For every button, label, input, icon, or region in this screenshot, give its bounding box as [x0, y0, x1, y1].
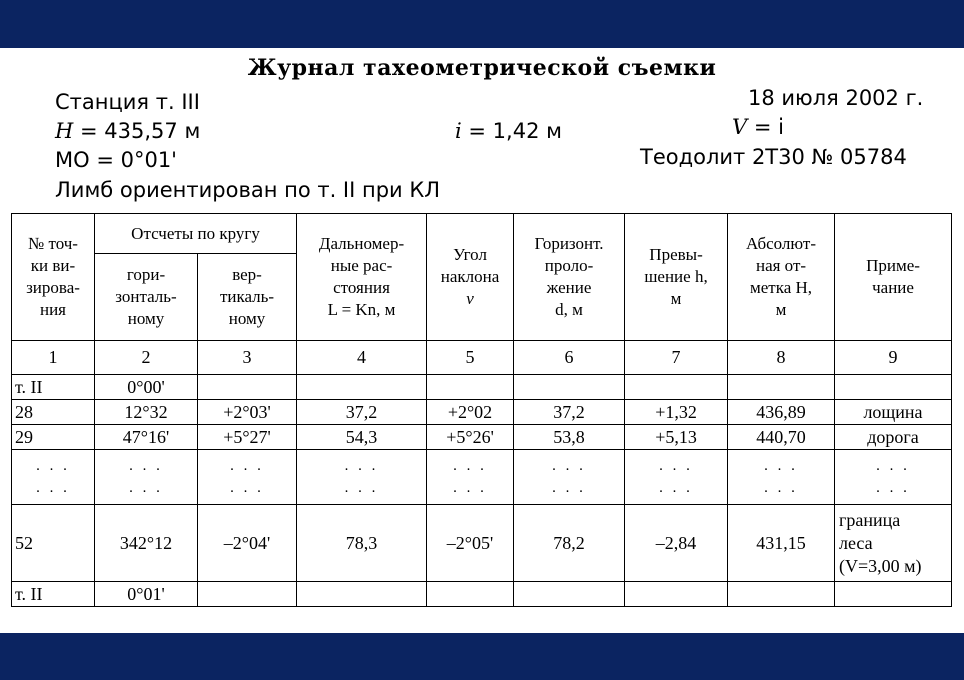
ellipsis-row: . . . . . . . . . . . . . . . . . . . . . . . . . . . . . . . . . . . . . . . . . . . . . . . . . . . . . . — [12, 450, 952, 505]
limb-orientation: Лимб ориентирован по т. II при КЛ — [55, 178, 441, 202]
table-row: т. II 0°01' — [12, 582, 952, 607]
col-header-readings: Отсчеты по кругу — [95, 214, 297, 254]
station-label: Станция т. III — [55, 90, 200, 114]
v-symbol: V — [732, 115, 748, 139]
table-row: 28 12°32 +2°03' 37,2 +2°02 37,2 +1,32 436,89 лощина — [12, 400, 952, 425]
col-header-point: № точ- ки ви- зирова- ния — [12, 214, 95, 341]
mo-value: МО = 0°01' — [55, 148, 177, 172]
station-height — [55, 121, 200, 142]
v-value: = i — [753, 115, 784, 139]
survey-date: 18 июля 2002 г. — [748, 86, 924, 110]
top-banner — [0, 0, 964, 48]
theodolite-label: Теодолит 2Т30 № 05784 — [640, 145, 907, 169]
h-value: = 435,57 м — [80, 119, 201, 143]
col-header-horizontal-distance: Горизонт. проло- жение d, м — [514, 214, 625, 341]
column-number-row: 1 2 3 4 5 6 7 8 9 — [12, 341, 952, 375]
bottom-banner — [0, 633, 964, 680]
i-value: = 1,42 м — [468, 119, 562, 143]
instrument-height — [455, 121, 562, 142]
col-header-rangefinder: Дальномер- ные рас- стояния L = Kn, м — [297, 214, 427, 341]
table-row: 29 47°16' +5°27' 54,3 +5°26' 53,8 +5,13 440,70 дорога — [12, 425, 952, 450]
table-row: т. II 0°00' — [12, 375, 952, 400]
col-header-angle: Угол наклона ν — [427, 214, 514, 341]
table-row: 52 342°12 –2°04' 78,3 –2°05' 78,2 –2,84 431,15 граница леса (V=3,00 м) — [12, 505, 952, 582]
col-header-absolute: Абсолют- ная от- метка H, м — [728, 214, 835, 341]
i-symbol: i — [455, 119, 462, 143]
h-symbol: H — [55, 119, 74, 143]
col-header-vertical: вер- тикаль- ному — [198, 254, 297, 341]
target-height — [732, 117, 784, 138]
note-forest-border: граница леса (V=3,00 м) — [835, 505, 952, 582]
col-header-horizontal: гори- зонталь- ному — [95, 254, 198, 341]
survey-table — [11, 213, 952, 607]
col-header-elevation: Превы- шение h, м — [625, 214, 728, 341]
col-header-note: Приме- чание — [835, 214, 952, 341]
journal-title: Журнал тахеометрической съемки — [247, 55, 717, 81]
